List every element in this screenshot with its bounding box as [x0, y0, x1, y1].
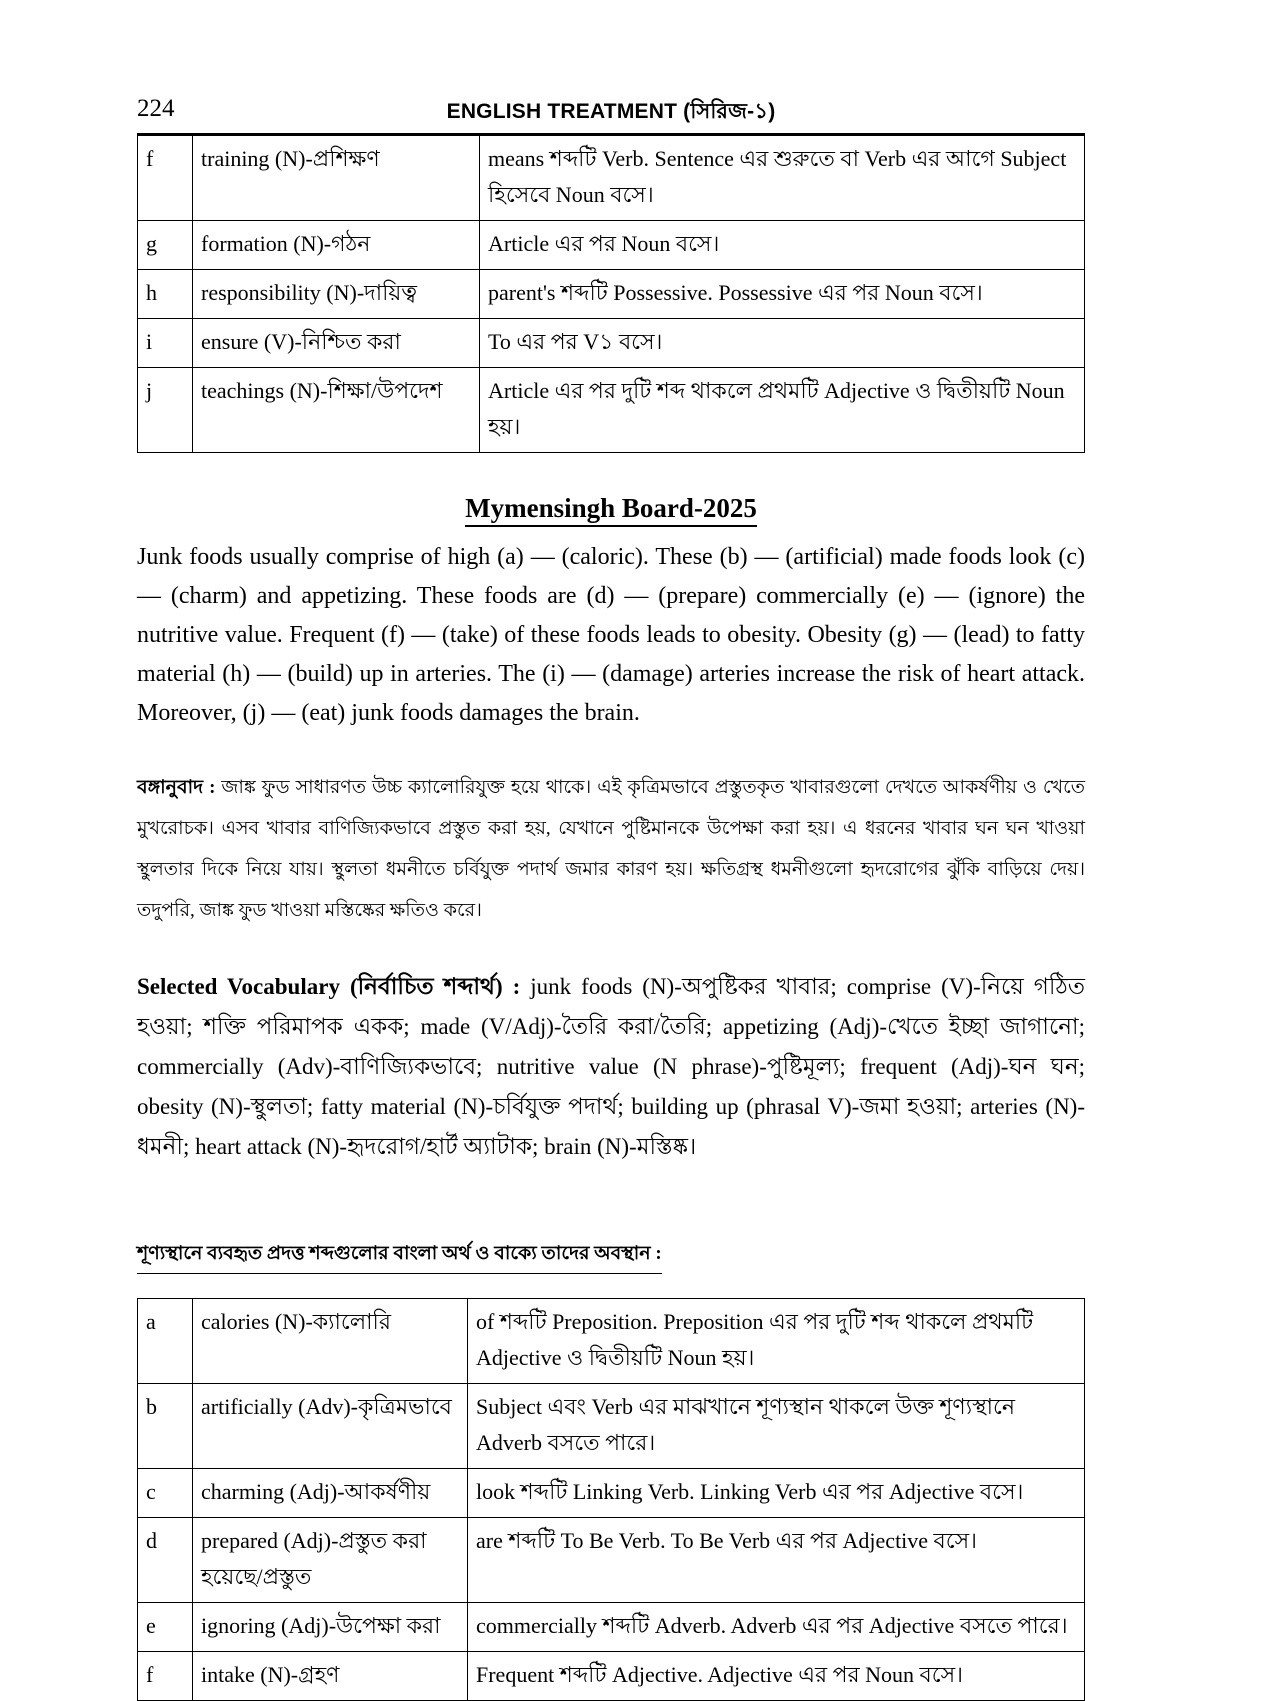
table-row: [138, 1518, 1085, 1603]
top-table-body: [138, 136, 1085, 453]
vocabulary-text: junk foods (N)-অপুষ্টিকর খাবার; comprise (V)-নিয়ে গঠিত হওয়া; শক্তি পরিমাপক একক; made (V/Adj)-তৈরি করা/তৈরি; appetizing (Adj)-খেতে ইচ্ছা জাগানো; commercially (Adv)-বাণিজ্যিকভাবে; nutritive value (N phrase)-পুষ্টিমূল্য; frequent (Adj)-ঘন ঘন; obesity (N)-স্থুলতা; fatty material (N)-চর্বিযুক্ত পদার্থ; building up (phrasal V)-জমা হওয়া; arteries (N)-ধমনী; heart attack (N)-হৃদরোগ/হার্ট অ্যাটাক; brain (N)-মস্তিষ্ক।: [137, 974, 1085, 1159]
row-word: ensure (V)-নিশ্চিত করা: [193, 319, 480, 368]
bottom-answer-table: [137, 1298, 1085, 1701]
row-rule: means শব্দটি Verb. Sentence এর শুরুতে বা Verb এর আগে Subject হিসেবে Noun বসে।: [480, 136, 1085, 221]
top-answer-table: [137, 135, 1085, 453]
row-rule: are শব্দটি To Be Verb. To Be Verb এর পর Adjective বসে।: [468, 1518, 1085, 1603]
row-word: prepared (Adj)-প্রস্তুত করা হয়েছে/প্রস্তুত: [193, 1518, 468, 1603]
row-word: training (N)-প্রশিক্ষণ: [193, 136, 480, 221]
row-word: teachings (N)-শিক্ষা/উপদেশ: [193, 368, 480, 453]
row-rule: To এর পর V১ বসে।: [480, 319, 1085, 368]
translation-label: বঙ্গানুবাদ :: [137, 777, 216, 798]
page-number: 224: [137, 95, 175, 122]
table-row: [138, 1384, 1085, 1469]
table-row: [138, 1603, 1085, 1652]
table-row: [138, 319, 1085, 368]
table-row: [138, 270, 1085, 319]
page-title: ENGLISH TREATMENT (সিরিজ-১): [446, 100, 776, 123]
row-key: f: [138, 136, 193, 221]
table-row: [138, 221, 1085, 270]
board-section-title: [137, 493, 1085, 524]
row-key: c: [138, 1469, 193, 1518]
row-key: e: [138, 1603, 193, 1652]
row-rule: Article এর পর দুটি শব্দ থাকলে প্রথমটি Adjective ও দ্বিতীয়টি Noun হয়।: [480, 368, 1085, 453]
page-header: [137, 95, 1085, 129]
vocabulary-heading: Selected Vocabulary (নির্বাচিত শব্দার্থ) :: [137, 974, 521, 999]
row-rule: look শব্দটি Linking Verb. Linking Verb এর পর Adjective বসে।: [468, 1469, 1085, 1518]
bottom-table-body: [138, 1299, 1085, 1701]
bottom-section-heading: শূণ্যস্থানে ব্যবহৃত প্রদত্ত শব্দগুলোর বাংলা অর্থ ও বাক্যে তাদের অবস্থান :: [137, 1239, 662, 1274]
row-word: calories (N)-ক্যালোরি: [193, 1299, 468, 1384]
table-row: [138, 1652, 1085, 1701]
row-rule: Frequent শব্দটি Adjective. Adjective এর পর Noun বসে।: [468, 1652, 1085, 1701]
selected-vocabulary: [137, 967, 1085, 1167]
row-key: h: [138, 270, 193, 319]
row-word: charming (Adj)-আকর্ষণীয়: [193, 1469, 468, 1518]
row-rule: Article এর পর Noun বসে।: [480, 221, 1085, 270]
passage-text: Junk foods usually comprise of high (a) — (caloric). These (b) — (artificial) made foods look (c) — (charm) and appetizing. These foods are (d) — (prepare) commercially (e) — (ignore) the nutritive value. Frequent (f) — (take) of these foods leads to obesity. Obesity (g) — (lead) to fatty material (h) — (build) up in arteries. The (i) — (damage) arteries increase the risk of heart attack. Moreover, (j) — (eat) junk foods damages the brain.: [137, 544, 1085, 726]
bengali-translation: [137, 767, 1085, 931]
translation-text: জাঙ্ক ফুড সাধারণত উচ্চ ক্যালোরিযুক্ত হয়ে থাকে। এই কৃত্রিমভাবে প্রস্তুতকৃত খাবারগুলো দেখতে আকর্ষণীয় ও খেতে মুখরোচক। এসব খাবার বাণিজ্যিকভাবে প্রস্তুত করা হয়, যেখানে পুষ্টিমানকে উপেক্ষা করা হয়। এ ধরনের খাবার ঘন ঘন খাওয়া স্থুলতার দিকে নিয়ে যায়। স্থুলতা ধমনীতে চর্বিযুক্ত পদার্থ জমার কারণ হয়। ক্ষতিগ্রস্থ ধমনীগুলো হৃদরোগের ঝুঁকি বাড়িয়ে দেয়। তদুপরি, জাঙ্ক ফুড খাওয়া মস্তিষ্কের ক্ষতিও করে।: [137, 777, 1086, 921]
row-rule: parent's শব্দটি Possessive. Possessive এর পর Noun বসে।: [480, 270, 1085, 319]
row-key: j: [138, 368, 193, 453]
row-key: d: [138, 1518, 193, 1603]
bottom-heading-wrap: [137, 1203, 1085, 1286]
row-key: a: [138, 1299, 193, 1384]
row-word: responsibility (N)-দায়িত্ব: [193, 270, 480, 319]
row-key: g: [138, 221, 193, 270]
row-rule: Subject এবং Verb এর মাঝখানে শূণ্যস্থান থাকলে উক্ত শূণ্যস্থানে Adverb বসতে পারে।: [468, 1384, 1085, 1469]
row-rule: commercially শব্দটি Adverb. Adverb এর পর Adjective বসতে পারে।: [468, 1603, 1085, 1652]
board-title-text: Mymensingh Board-2025: [465, 493, 757, 527]
row-word: artificially (Adv)-কৃত্রিমভাবে: [193, 1384, 468, 1469]
row-word: intake (N)-গ্রহণ: [193, 1652, 468, 1701]
table-row: [138, 368, 1085, 453]
page-content: [137, 95, 1085, 1701]
table-row: [138, 136, 1085, 221]
row-word: ignoring (Adj)-উপেক্ষা করা: [193, 1603, 468, 1652]
table-row: [138, 1299, 1085, 1384]
row-word: formation (N)-গঠন: [193, 221, 480, 270]
row-key: f: [138, 1652, 193, 1701]
row-key: i: [138, 319, 193, 368]
table-row: [138, 1469, 1085, 1518]
row-rule: of শব্দটি Preposition. Preposition এর পর দুটি শব্দ থাকলে প্রথমটি Adjective ও দ্বিতীয়টি Noun হয়।: [468, 1299, 1085, 1384]
row-key: b: [138, 1384, 193, 1469]
